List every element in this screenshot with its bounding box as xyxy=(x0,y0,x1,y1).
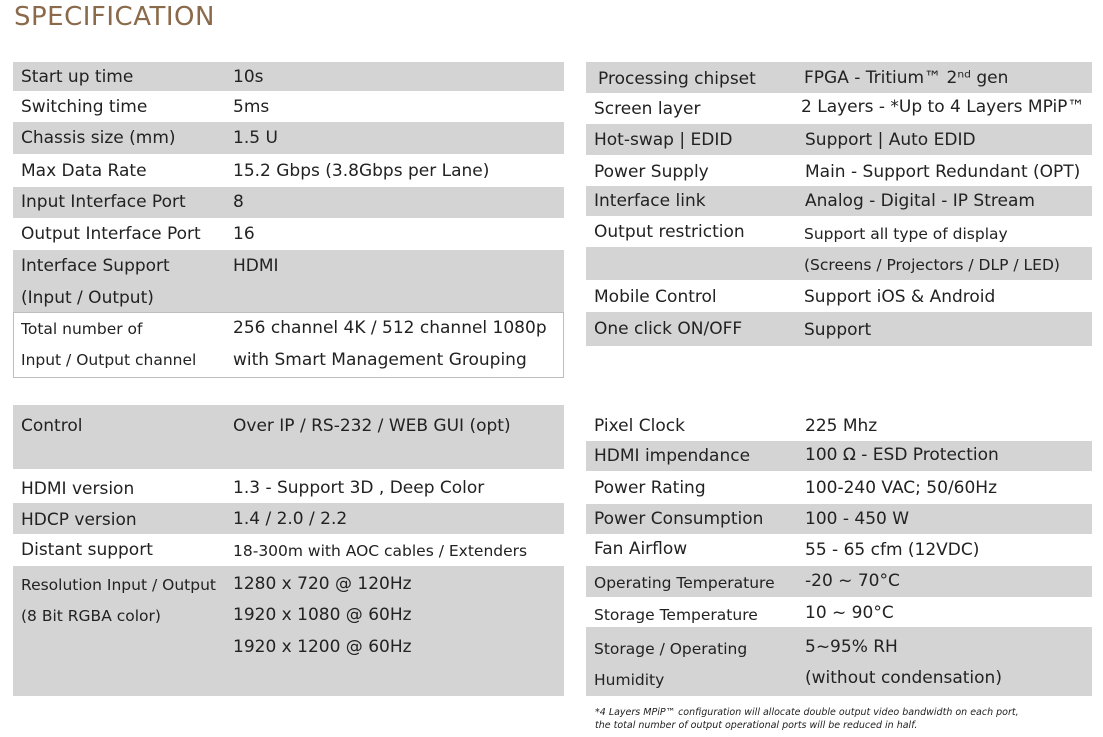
table-row xyxy=(13,218,564,250)
spec-value: FPGA - Tritium™ 2ⁿᵈ gen xyxy=(804,68,1009,88)
table-row xyxy=(586,280,1092,312)
table-row xyxy=(13,187,564,218)
spec-label: Fan Airflow xyxy=(594,539,688,559)
spec-value: 100 - 450 W xyxy=(805,509,910,529)
spec-label-line2: Input / Output channel xyxy=(21,351,197,369)
spec-label: Storage / Operating xyxy=(594,640,748,658)
spec-value: 18-300m with AOC cables / Extenders xyxy=(233,542,528,560)
table-row xyxy=(586,441,1092,471)
spec-value-line3: 1920 x 1200 @ 60Hz xyxy=(233,637,412,657)
table-row xyxy=(586,124,1092,155)
spec-value: 1.4 / 2.0 / 2.2 xyxy=(233,509,348,529)
spec-value: 15.2 Gbps (3.8Gbps per Lane) xyxy=(233,161,490,181)
table-row xyxy=(13,91,564,122)
spec-label: HDCP version xyxy=(21,510,137,530)
table-row xyxy=(586,247,1092,280)
spec-label: Chassis size (mm) xyxy=(21,128,176,148)
table-row xyxy=(586,93,1092,124)
spec-label-line2: Humidity xyxy=(594,671,665,689)
table-row xyxy=(13,405,564,469)
spec-label: Operating Temperature xyxy=(594,574,775,592)
spec-value: 225 Mhz xyxy=(805,416,878,436)
table-row xyxy=(586,504,1092,534)
table-row xyxy=(586,186,1092,216)
spec-label: Distant support xyxy=(21,540,153,560)
spec-value: 100-240 VAC; 50/60Hz xyxy=(805,478,998,498)
spec-label: Processing chipset xyxy=(598,69,756,89)
spec-value: Support all type of display xyxy=(804,225,1008,243)
spec-value: 1.5 U xyxy=(233,128,278,148)
spec-label: Interface Support xyxy=(21,256,170,276)
spec-label: Input Interface Port xyxy=(21,192,186,212)
spec-value: HDMI xyxy=(233,256,279,276)
spec-table-top-right xyxy=(586,62,1092,346)
spec-label: Screen layer xyxy=(594,99,701,119)
table-row xyxy=(586,566,1092,597)
spec-value: 5~95% RH xyxy=(805,637,898,657)
spec-value: Analog - Digital - IP Stream xyxy=(805,191,1035,211)
spec-label: Switching time xyxy=(21,97,148,117)
spec-value-line2: (without condensation) xyxy=(805,668,1002,688)
table-row xyxy=(586,312,1092,346)
spec-value: 8 xyxy=(233,192,244,212)
table-row xyxy=(586,471,1092,504)
spec-label-line2: (8 Bit RGBA color) xyxy=(21,607,161,625)
footnote xyxy=(595,706,1019,732)
spec-value: Support iOS & Android xyxy=(804,287,996,307)
spec-label: Pixel Clock xyxy=(594,416,685,436)
spec-label: Output restriction xyxy=(594,222,745,242)
spec-value: 100 Ω - ESD Protection xyxy=(805,445,999,465)
spec-label: Output Interface Port xyxy=(21,224,201,244)
table-row xyxy=(13,62,564,91)
table-row xyxy=(13,154,564,187)
table-row xyxy=(13,503,564,534)
table-row xyxy=(586,627,1092,696)
spec-value: Support xyxy=(804,320,872,340)
spec-label: Mobile Control xyxy=(594,287,717,307)
table-row xyxy=(586,597,1092,627)
spec-value-line2: (Screens / Projectors / DLP / LED) xyxy=(804,256,1060,274)
spec-table-bottom-left xyxy=(13,405,564,696)
spec-value: 1.3 - Support 3D , Deep Color xyxy=(233,478,485,498)
spec-value: -20 ~ 70°C xyxy=(805,571,900,591)
footnote-line2: the total number of output operational ports will be reduced in half. xyxy=(595,720,918,731)
spec-value-line2: 1920 x 1080 @ 60Hz xyxy=(233,605,412,625)
spec-label: HDMI impendance xyxy=(594,446,751,466)
spec-label: Storage Temperature xyxy=(594,606,758,624)
spec-value: Support | Auto EDID xyxy=(805,130,976,150)
spec-value: 10s xyxy=(233,67,264,87)
spec-label: Interface link xyxy=(594,191,706,211)
spec-label: Start up time xyxy=(21,67,134,87)
table-row xyxy=(13,312,564,378)
table-row xyxy=(586,409,1092,441)
table-row xyxy=(13,534,564,566)
spec-label: Control xyxy=(21,416,83,436)
spec-value: 256 channel 4K / 512 channel 1080p xyxy=(233,318,547,338)
spec-label: HDMI version xyxy=(21,479,135,499)
spec-value: 10 ~ 90°C xyxy=(805,603,894,623)
spec-table-top-left xyxy=(13,62,564,378)
spec-label: Power Rating xyxy=(594,478,706,498)
table-row xyxy=(13,122,564,154)
table-row xyxy=(586,155,1092,186)
spec-label: Hot-swap | EDID xyxy=(594,130,733,150)
spec-label: Power Consumption xyxy=(594,509,764,529)
table-row xyxy=(586,534,1092,566)
spec-label-line2: (Input / Output) xyxy=(21,288,154,308)
spec-value-line2: with Smart Management Grouping xyxy=(233,350,527,370)
page-title: SPECIFICATION xyxy=(14,2,215,32)
table-row xyxy=(13,250,564,312)
table-row xyxy=(13,469,564,503)
footnote-line1: *4 Layers MPiP™ configuration will allocate double output video bandwidth on each port, xyxy=(595,707,1019,718)
spec-value: 1280 x 720 @ 120Hz xyxy=(233,574,412,594)
spec-value: 5ms xyxy=(233,97,270,117)
spec-label: Max Data Rate xyxy=(21,161,147,181)
spec-value: Main - Support Redundant (OPT) xyxy=(805,162,1081,182)
spec-value: Over IP / RS-232 / WEB GUI (opt) xyxy=(233,416,511,436)
spec-value: 16 xyxy=(233,224,255,244)
spec-label: Resolution Input / Output xyxy=(21,576,216,594)
spec-value: 55 - 65 cfm (12VDC) xyxy=(805,540,980,560)
spec-table-bottom-right xyxy=(586,409,1092,696)
spec-value: 2 Layers - *Up to 4 Layers MPiP™ xyxy=(801,97,1085,117)
spec-label: Power Supply xyxy=(594,162,709,182)
spec-label: One click ON/OFF xyxy=(594,319,743,339)
spec-label: Total number of xyxy=(21,320,143,338)
table-row xyxy=(586,216,1092,247)
table-row xyxy=(586,62,1092,93)
table-row xyxy=(13,566,564,696)
